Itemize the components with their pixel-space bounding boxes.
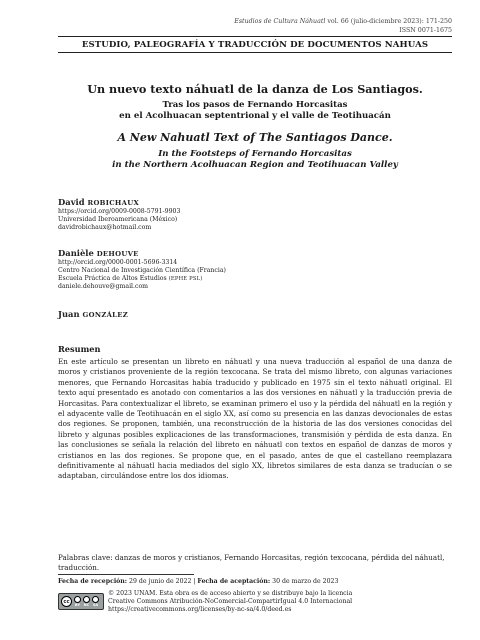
- journal-volume: vol. 66 (julio-diciembre 2023): 171-250: [325, 18, 452, 25]
- received-label: Fecha de recepción:: [58, 578, 128, 585]
- affiliation-abbr: (EPHE PSL): [168, 276, 203, 283]
- subtitle-spanish-line-2: en el Acolhuacan septentrional y el valle de Teotihuacán: [119, 110, 391, 121]
- author-block-1: [58, 197, 180, 232]
- section-header: ESTUDIO, PALEOGRAFÍA Y TRADUCCIÓN DE DOCUMENTOS NAHUAS: [58, 36, 452, 53]
- accepted-date: 30 de marzo de 2023: [270, 578, 339, 585]
- subtitle-english: [58, 149, 452, 170]
- author-affiliation: Escuela Práctica de Altos Estudios (EPHE PSL): [58, 275, 203, 283]
- author-first-name: Juan: [58, 309, 80, 319]
- author-first-name: Danièle: [58, 248, 94, 258]
- abstract-heading: Resumen: [58, 344, 101, 354]
- author-name: [58, 309, 128, 320]
- abstract-text: En este artículo se presentan un libreto en náhuatl y una nueva traducción al español de una danza de moros y cristianos proveniente de la región texcocana. Se trata del mismo libreto, con algunas variaciones menores, que Fernando Horcasitas había traducido y publicado en 1975 sin el texto náhuatl original. El texto aquí presentado es anotado con comentarios a las dos versiones en náhuatl y la traducción previa de Horcasitas. Para contextualizar el libreto, se examinan primero el uso y la pérdida del náhuatl en la región y el adyacente valle de Teotihuacán en el siglo XX, así como su presencia en las danzas devocionales de estas dos regiones. Se proponen, también, una reconstrucción de la historia de las dos versiones conocidas del libreto y algunas posibles explicaciones de las transformaciones, transmisión y pérdida de esta danza. En las conclusiones se señala la relación del libreto en náhuatl con textos en español de danzas de moros y cristianos en las dos regiones. Se propone que, en el pasado, antes de que el castellano reemplazara definitivamente al náhuatl hacia mediados del siglo XX, libretos similares de esta danza se traducían o se adaptaban, circulándose entre los dos idiomas.: [58, 357, 452, 481]
- footer-divider: [58, 574, 194, 575]
- author-block-2: [58, 248, 226, 291]
- journal-info: [234, 18, 452, 35]
- keywords: Palabras clave: danzas de moros y cristianos, Fernando Horcasitas, región texcocana, pérdida del náhuatl, traducción.: [58, 553, 445, 573]
- by-icon: BY: [74, 596, 81, 608]
- author-orcid-link[interactable]: http://orcid.org/0000-0001-5696-3314: [58, 259, 178, 266]
- author-last-name: ROBICHAUX: [87, 199, 140, 207]
- author-email-link[interactable]: daniele.dehouve@gmail.com: [58, 283, 149, 291]
- author-affiliation: Centro Nacional de Investigación Científica (Francia): [58, 267, 226, 275]
- creative-commons-badge-icon[interactable]: [58, 593, 104, 610]
- article-dates: [58, 578, 338, 585]
- author-orcid-link[interactable]: https://orcid.org/0009-0008-5791-9903: [58, 208, 181, 215]
- cc-logo-icon: cc: [61, 596, 72, 607]
- accepted-label: Fecha de aceptación:: [197, 578, 271, 585]
- author-block-3: [58, 309, 128, 320]
- author-first-name: David: [58, 197, 85, 207]
- journal-name: Estudios de Cultura Náhuatl: [234, 18, 326, 25]
- author-affiliation: Universidad Iberoamericana (México): [58, 216, 178, 224]
- author-name: [58, 248, 226, 259]
- license-url-link[interactable]: https://creativecommons.org/licenses/by-nc-sa/4.0/deed.es: [108, 606, 292, 614]
- license-text: [108, 590, 352, 614]
- sa-icon: SA: [92, 596, 99, 608]
- subtitle-spanish: [58, 100, 452, 121]
- author-name: [58, 197, 180, 208]
- author-last-name: DEHOUVE: [96, 250, 139, 258]
- author-last-name: GONZÁLEZ: [82, 311, 128, 319]
- title-english: A New Nahuatl Text of The Santiagos Dance.: [117, 131, 393, 144]
- license-line-2: Creative Commons Atribución-NoComercial-CompartirIgual 4.0 Internacional: [108, 598, 353, 606]
- license-line-1: © 2023 UNAM. Esta obra es de acceso abierto y se distribuye bajo la licencia: [108, 590, 353, 597]
- nc-icon: NC: [83, 596, 90, 608]
- subtitle-english-line-2: in the Northern Acolhuacan Region and Teotihuacan Valley: [112, 159, 398, 170]
- received-date: 29 de junio de 2022 |: [127, 578, 198, 585]
- subtitle-spanish-line-1: Tras los pasos de Fernando Horcasitas: [162, 100, 348, 110]
- title-spanish: Un nuevo texto náhuatl de la danza de Los Santiagos.: [87, 82, 423, 96]
- subtitle-english-line-1: In the Footsteps of Fernando Horcasitas: [158, 149, 352, 159]
- journal-issn: ISSN 0071-1675: [399, 26, 452, 34]
- author-email-link[interactable]: davidrobichaux@hotmail.com: [58, 224, 152, 232]
- journal-line: [234, 18, 452, 27]
